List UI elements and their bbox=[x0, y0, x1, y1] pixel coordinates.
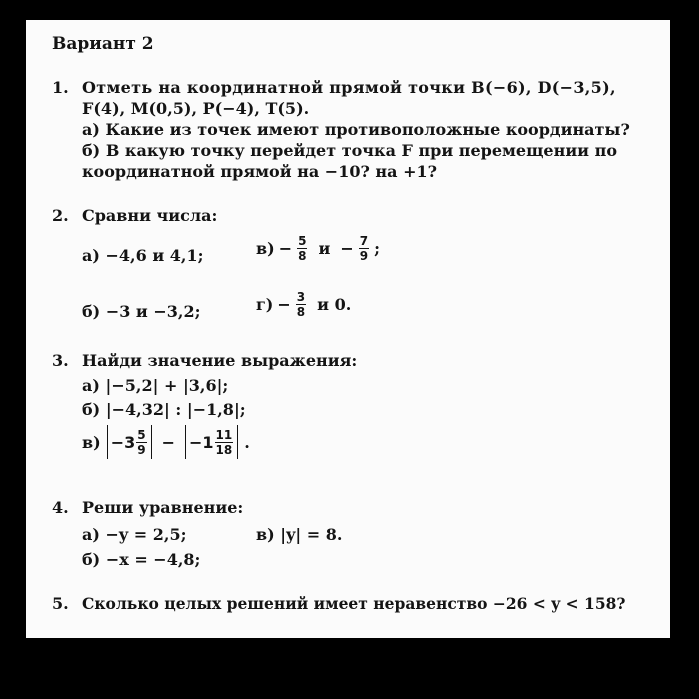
task3-v-num1: 5 bbox=[137, 427, 146, 442]
task2-v-and: и bbox=[318, 239, 331, 258]
task2-v-fraction1 bbox=[297, 234, 307, 263]
task2-v-num1: 5 bbox=[298, 234, 307, 248]
task2-g-num: 3 bbox=[296, 290, 306, 304]
task4-item-v: в) |y| = 8. bbox=[256, 525, 343, 544]
task3-v-whole2: −1 bbox=[189, 432, 214, 452]
task3-v-fraction1 bbox=[136, 428, 146, 457]
task2-g-fraction bbox=[296, 290, 306, 319]
task2-v-den1: 8 bbox=[298, 249, 307, 263]
task3-v-minus: − bbox=[161, 432, 175, 452]
task3-v-den1: 9 bbox=[137, 442, 146, 457]
task2-v-minus2: − bbox=[340, 239, 354, 258]
task1-number: 1. bbox=[52, 78, 69, 97]
task3-title: Найди значение выражения: bbox=[82, 351, 358, 370]
task3-v-den2: 18 bbox=[215, 442, 233, 457]
task3-item-a: а) |−5,2| + |3,6|; bbox=[82, 376, 229, 395]
task4-title: Реши уравнение: bbox=[82, 498, 244, 517]
task2-g-label: г) bbox=[256, 295, 274, 314]
task3-number: 3. bbox=[52, 351, 69, 370]
task3-v-mixed2 bbox=[189, 428, 234, 457]
task3-item-v bbox=[82, 425, 250, 459]
task3-v-abs1 bbox=[107, 425, 152, 459]
task4-item-b: б) −x = −4,8; bbox=[82, 550, 201, 569]
task2-g-minus: − bbox=[277, 295, 291, 314]
variant-title: Вариант 2 bbox=[52, 34, 154, 54]
task1-line5: координатной прямой на −10? на +1? bbox=[82, 162, 437, 181]
task3-v-label: в) bbox=[82, 432, 101, 452]
task3-v-end: . bbox=[244, 432, 250, 452]
task4-number: 4. bbox=[52, 498, 69, 517]
task3-v-whole1: −3 bbox=[110, 432, 136, 452]
task2-item-b: б) −3 и −3,2; bbox=[82, 302, 201, 321]
worksheet-page bbox=[26, 20, 670, 638]
task1-line2: F(4), M(0,5), P(−4), T(5). bbox=[82, 99, 310, 118]
task1-line1: Отметь на координатной прямой точки B(−6), D(−3,5), bbox=[82, 78, 616, 97]
task2-item-g bbox=[256, 290, 351, 319]
task2-g-den: 8 bbox=[296, 305, 306, 319]
task2-item-v bbox=[256, 234, 380, 263]
task3-v-fraction2 bbox=[215, 428, 234, 457]
task2-v-label: в) bbox=[256, 239, 275, 258]
task2-v-fraction2 bbox=[359, 234, 369, 263]
task2-title: Сравни числа: bbox=[82, 206, 218, 225]
task3-v-num2: 11 bbox=[215, 427, 233, 442]
task3-item-b: б) |−4,32| : |−1,8|; bbox=[82, 400, 246, 419]
task2-v-num2: 7 bbox=[359, 234, 369, 248]
task2-v-minus1: − bbox=[278, 239, 293, 258]
task2-v-end: ; bbox=[374, 239, 380, 258]
task2-v-den2: 9 bbox=[359, 249, 369, 263]
task4-item-a: а) −y = 2,5; bbox=[82, 525, 187, 544]
task2-number: 2. bbox=[52, 206, 69, 225]
task1-line4: б) В какую точку перейдет точка F при перемещении по bbox=[82, 141, 617, 160]
task2-g-rest: и 0. bbox=[317, 295, 352, 314]
task3-v-mixed1 bbox=[111, 428, 148, 457]
task5-number: 5. bbox=[52, 594, 69, 613]
task2-item-a: а) −4,6 и 4,1; bbox=[82, 246, 204, 265]
task1-line3: а) Какие из точек имеют противоположные координаты? bbox=[82, 120, 630, 139]
task3-v-abs2 bbox=[185, 425, 238, 459]
task5-text: Сколько целых решений имеет неравенство −26 < y < 158? bbox=[82, 594, 626, 613]
